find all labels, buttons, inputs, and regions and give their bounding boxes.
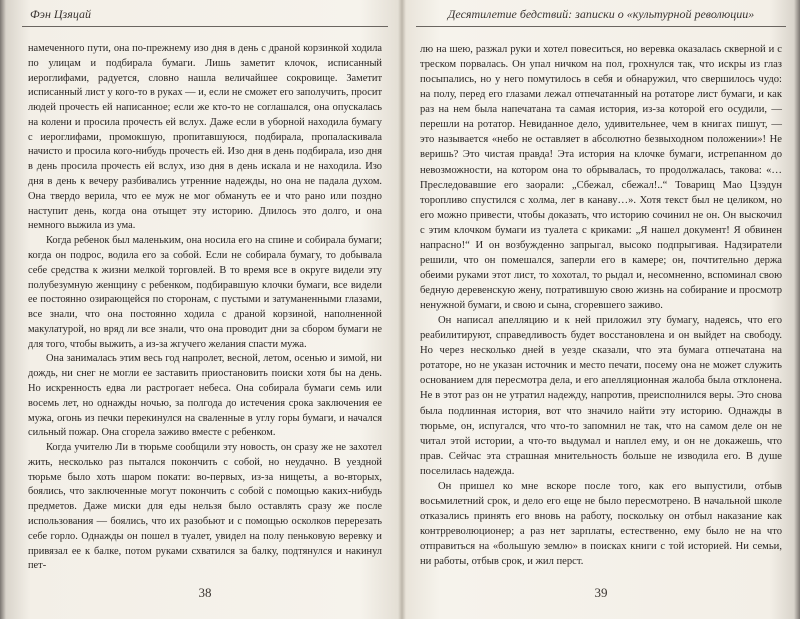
left-page [22,0,388,619]
running-head-title: Десятилетие бедствий: записки о «культурной революции» [416,7,786,27]
paragraph: Он пришел ко мне вскоре после того, как его выпустили, отбыв восьмилетний срок, и дело его еще не было пересмотрено. В начальной школе отказались принять его вновь на работу, поскольку он отбыл наказание как контрреволюционер; а раз нет зарплаты, естественно, ему было не на что отправиться на «большую землю» в поисках книги с той историей. Ни семьи, ни работы, отбыв срок, и жил перст. [420,480,782,568]
paragraph: Когда ребенок был маленьким, она носила его на спине и собирала бумаги; когда он подрос, водила его за собой. Если не собирала бумагу, то добывала себе средства к жизни мелкой торговлей. В то время все в округе видели эту полубезумную женщину с ребенком, подбиравшую клочки бумаги, все видели ее постоянно озирающейся по сторонам, с пустыми и затуманенными глазами, все знали, что она постоянно ходила с драной корзиной, наполненной макулатурой, но вряд ли все знали, что она проводит дни за сбором бумаги не для того, чтобы выжить, а из-за жгучего желания спасти мужа. [28,235,382,350]
paragraph: намеченного пути, она по-прежнему изо дня в день с драной корзинкой ходила по улицам и подбирала бумаги. Лишь заметит клочок, исписанный иероглифами, радуется, словно нашла величайшее сокровище. Заметит исписанный лист у кого-то в руках — и, если не сможет его заполучить, просит людей прочесть ей написанное; если же кто-то не соглашался, она опускалась на колени и просила прочесть ей вслух. Даже если в уборной находила бумагу с иероглифами, промокшую, пропитавшуюся, подбирала, пропаласкивала начисто и просила кого-нибудь прочесть ей. Изо дня в день подбирала, изо дня в день просила прочесть ей вслух, изо дня в день искала и не находила. Изо дня в день к вечеру разбивались утренние надежды, но она не падала духом. Она твердо верила, что ее муж не мог обмануть ее и что рано или поздно наступит день, когда она отыщет эту историю. Длилось это долго, и она немного выжила из ума. [28,43,382,232]
paragraph: Когда учителю Ли в тюрьме сообщили эту новость, он сразу же не захотел жить, несколько раз пытался покончить с собой, но неудачно. В уездной тюрьме было хоть шаром покати: во-первых, из-за нищеты, а во-вторых, боялись, что заключенные могут покончить с собой с помощью каких-нибудь предметов. Даже миски для еды нельзя было оставлять сразу же после использования — боялись, что их разобьют и с помощью осколков перерезать себе горло. Однажды он пошел в туалет, увидел на полу пеньковую веревку и привязал ее к балке, потом руками схватился за балку, подтянулся и накинул пет- [28,442,382,572]
left-page-body [28,42,382,574]
paragraph: Она занималась этим весь год напролет, весной, летом, осенью и зимой, ни дождь, ни снег не могли ее заставить приостановить поиски хотя бы на день. Но искренность едва ли растрогает небеса. Она собирала бумаги семь или восемь лет, но однажды ночью, за полгода до истечения срока заключения ее мужа, огонь из печки перекинулся на сваленные в углу горы бумаги, и начался сильный пожар. Она сгорела заживо вместе с ребенком. [28,353,382,439]
right-page [416,0,786,619]
page-number: 39 [594,585,608,600]
page-number: 38 [198,585,212,600]
right-page-body [420,42,782,569]
paragraph: лю на шею, разжал руки и хотел повеситься, но веревка оказалась скверной и с треском порвалась. Он упал ничком на пол, грохнулся так, что искры из глаз посыпались, но у него помутилось в себя и обнаружил, что свершилось чудо: на полу, перед его глазами лежал отпечатанный на ротаторе лист бумаги, и как раз на нем была напечатана та самая история, из-за которой его осудили, — перешли на ротатор. Невиданное дело, удивительнее, чем в книгах пишут, — это называется «небо не оставляет в абсолютно безвыходном положении»! Не веришь? Это чистая правда! Эта история на клочке бумаги, истрепанном до невозможности, на котором она то обрывалась, то продолжалась, такова: «…Преследовавшие его заорали: „Сбежал, сбежал!..“ Товарищ Мао Цзэдун торопливо спустился с холма, лег в канаву…». Хотя текст был не целиком, но его можно привести, чтобы доказать, что историю сочинил не он. Он выскочил с этим клочком бумаги из туалета с криками: „Я нашел документ! Я обвинен напрасно!“ И он возбужденно запрыгал, высоко подпрыгивая. Надзиратели решили, что он помешался, заперли его в камере; он, почтительно держа обеими руками этот лист, то хохотал, то рыдал и, несомненно, вспоминал свою бедную деревенскую жену, потратившую свою жизнь на собирание и просмотр ненужной бумаги, и свою и сына, сгоревшего заживо. [420,44,782,312]
running-head-author: Фэн Цзяцай [22,7,388,27]
paragraph: Он написал апелляцию и к ней приложил эту бумагу, надеясь, что его реабилитируют, справедливость будет восстановлена и он выйдет на свободу. Но через несколько дней в уезде сказали, что эта бумага отпечатана на ротаторе, но не указан источник и место печати, посему она не может служить основанием для пересмотра дела, и его апелляционная жалоба была отклонена. Не в этот раз он не утратил надежду, напротив, преисполнился веры. Это снова была подлинная история, вот что значило найти эту историю. Однажды в тюрьме, он, испугался, что что-то запомнил не так, что на самом деле он не читал этой истории, а что-то выдумал и наплел ему, и он не докажешь, что прав. Сейчас эта страшная мнительность больше не изводила его. В душе поселилась надежда. [420,315,782,477]
